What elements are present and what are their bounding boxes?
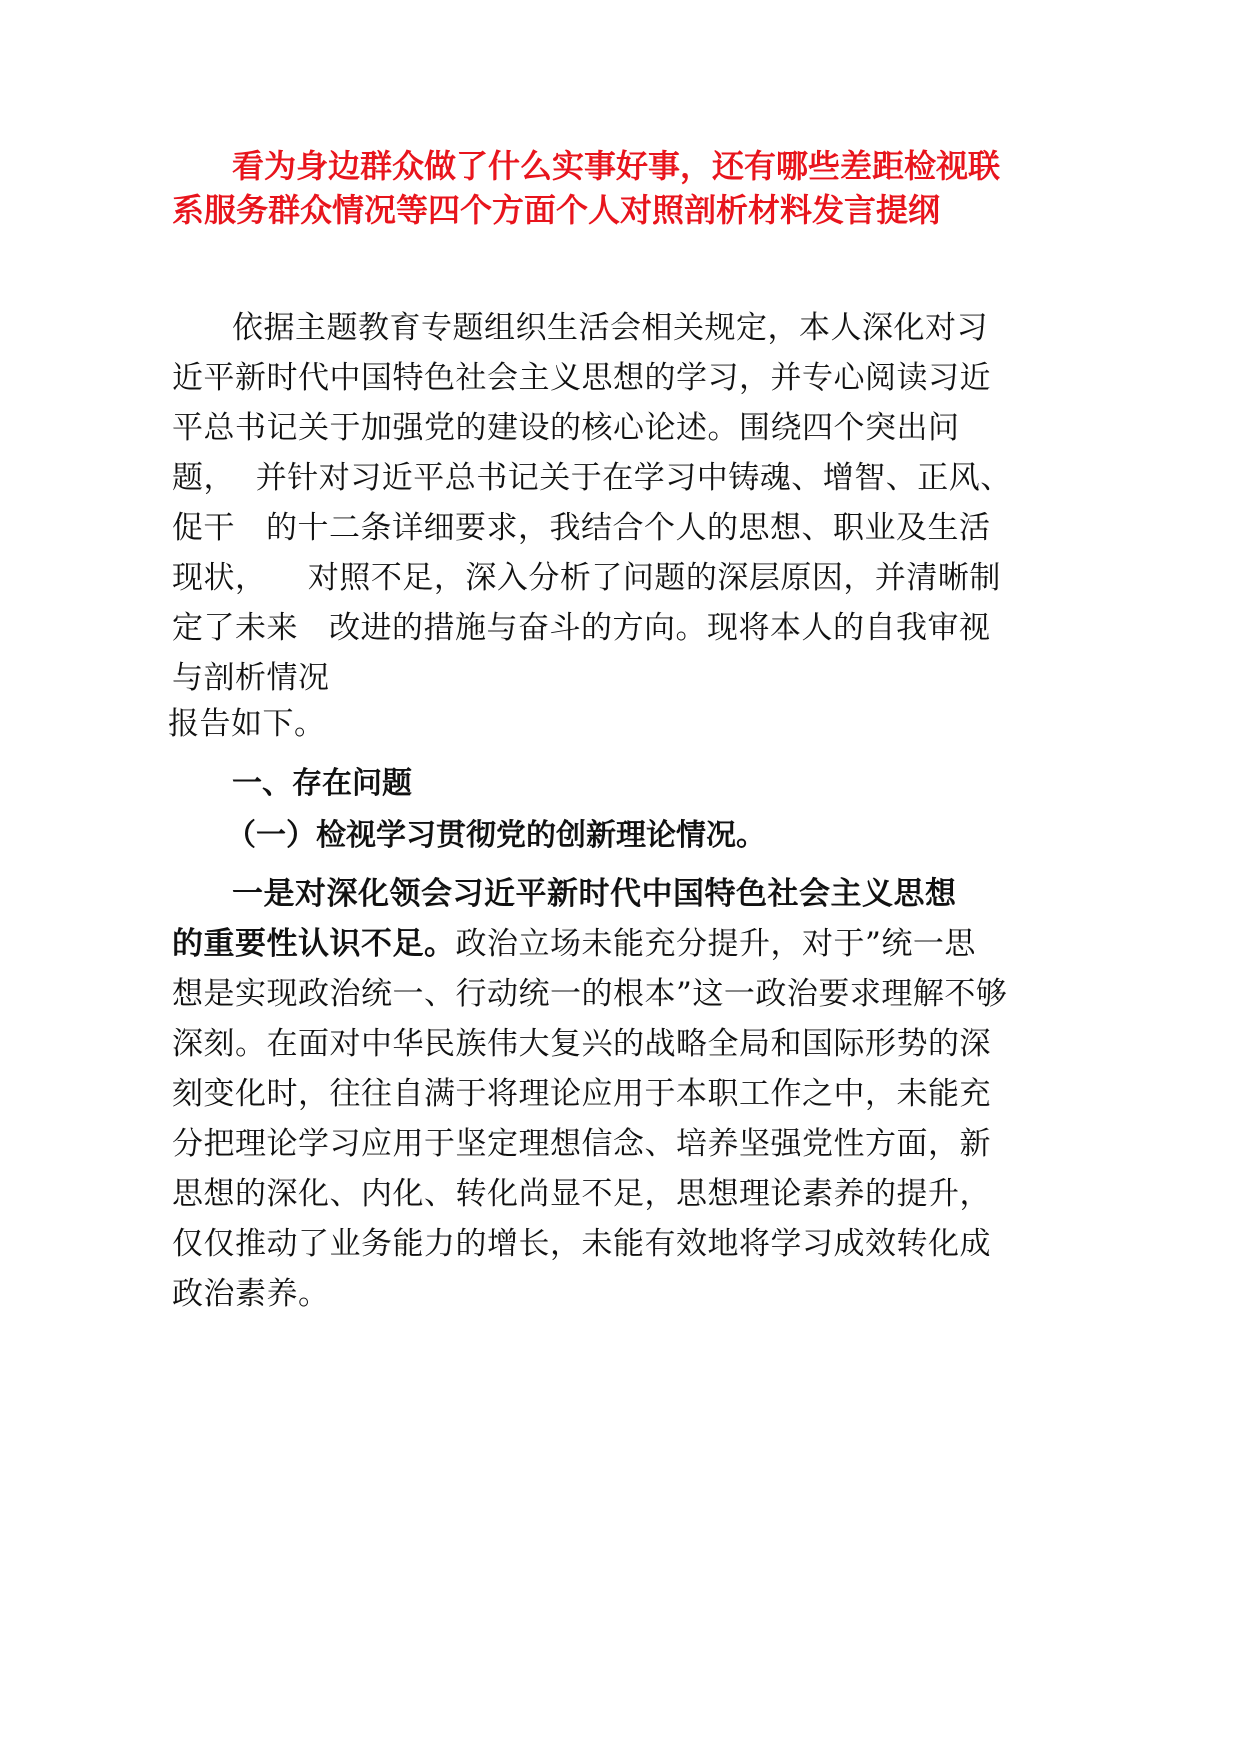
document-title-line-2: 系服务群众情况等四个方面个人对照剖析材料发言提纲 <box>172 191 941 229</box>
paragraph-line <box>172 924 976 964</box>
intro-line: 定了未来 改进的措施与奋斗的方向。现将本人的自我审视 <box>172 610 991 646</box>
paragraph-line: 刻变化时，往往自满于将理论应用于本职工作之中，未能充 <box>172 1076 991 1112</box>
intro-line: 近平新时代中国特色社会主义思想的学习，并专心阅读习近 <box>172 360 991 396</box>
intro-line: 平总书记关于加强党的建设的核心论述。围绕四个突出问 <box>172 410 960 446</box>
intro-line: 依据主题教育专题组织生活会相关规定，本人深化对习 <box>232 310 988 346</box>
paragraph-lead-bold: 一是对深化领会习近平新时代中国特色社会主义思想 <box>232 876 957 912</box>
intro-line: 现状， 对照不足，深入分析了问题的深层原因，并清晰制 <box>172 560 1001 596</box>
intro-line: 促干 的十二条详细要求，我结合个人的思想、职业及生活 <box>172 510 991 546</box>
section-heading: 一、存在问题 <box>232 766 412 801</box>
intro-line: 报告如下。 <box>168 706 326 742</box>
paragraph-line: 深刻。在面对中华民族伟大复兴的战略全局和国际形势的深 <box>172 1026 991 1062</box>
paragraph-line: 政治素养。 <box>172 1276 330 1312</box>
paragraph-line: 仅仅推动了业务能力的增长，未能有效地将学习成效转化成 <box>172 1226 991 1262</box>
intro-line: 题， 并针对习近平总书记关于在学习中铸魂、增智、正风、 <box>172 460 1012 496</box>
paragraph-line: 想是实现政治统一、行动统一的根本”这一政治要求理解不够 <box>172 976 1008 1012</box>
paragraph-line: 分把理论学习应用于坚定理想信念、培养坚强党性方面，新 <box>172 1126 991 1162</box>
intro-line: 与剖析情况 <box>172 660 330 696</box>
paragraph-lead-bold-end: 的重要性认识不足。 <box>172 926 456 962</box>
subsection-heading: （一）检视学习贯彻党的创新理论情况。 <box>226 818 766 853</box>
paragraph-line-text: 政治立场未能充分提升，对于”统一思 <box>455 926 976 962</box>
paragraph-line: 思想的深化、内化、转化尚显不足，思想理论素养的提升， <box>172 1176 991 1212</box>
document-title-line-1: 看为身边群众做了什么实事好事，还有哪些差距检视联 <box>232 147 1001 185</box>
